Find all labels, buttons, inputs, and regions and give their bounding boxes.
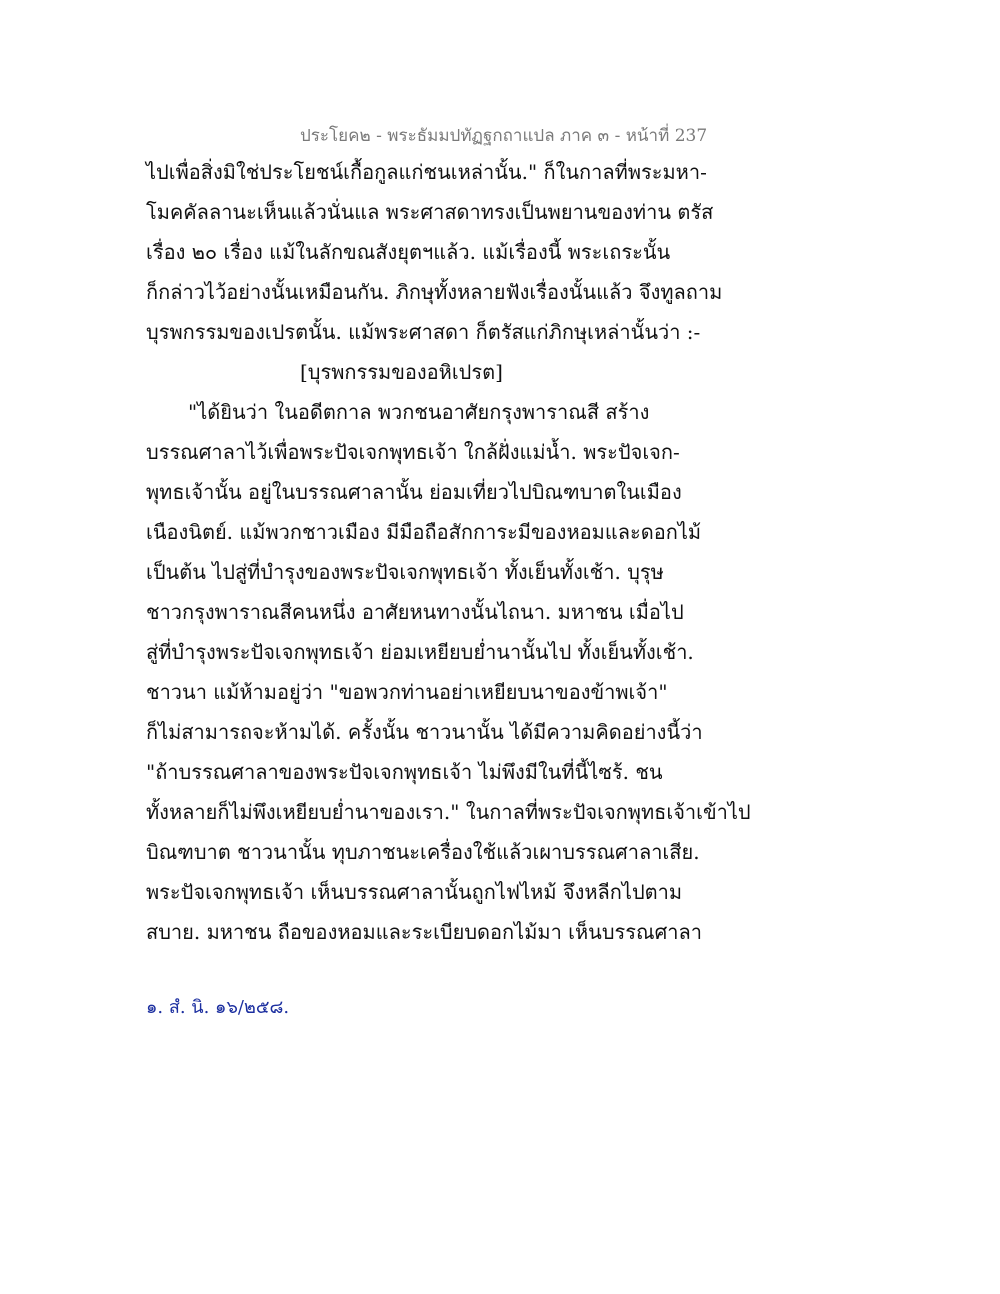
text-line: ไปเพื่อสิ่งมิใช่ประโยชน์เกื้อกูลแก่ชนเหล่านั้น." ก็ในกาลที่พระมหา- <box>146 160 707 184</box>
text-line: ทั้งหลายก็ไม่พึงเหยียบย่ำนาของเรา." ในกาลที่พระปัจเจกพุทธเจ้าเข้าไป <box>146 800 751 824</box>
text-line: "ถ้าบรรณศาลาของพระปัจเจกพุทธเจ้า ไม่พึงมีในที่นี้ไซร้. ชน <box>146 760 663 784</box>
text-line: "ได้ยินว่า ในอดีตกาล พวกชนอาศัยกรุงพาราณสี สร้าง <box>188 400 650 424</box>
text-line: สู่ที่บำรุงพระปัจเจกพุทธเจ้า ย่อมเหยียบย่ำนานั้นไป ทั้งเย็นทั้งเช้า. <box>146 640 694 664</box>
text-line: บรรณศาลาไว้เพื่อพระปัจเจกพุทธเจ้า ใกล้ฝั่งแม่น้ำ. พระปัจเจก- <box>146 440 680 464</box>
footnote: ๑. สํ. นิ. ๑๖/๒๕๘. <box>146 997 290 1018</box>
text-line: เรื่อง ๒๐ เรื่อง แม้ในลักขณสังยุตฯแล้ว. แม้เรื่องนี้ พระเถระนั้น <box>146 240 671 264</box>
text-line: พุทธเจ้านั้น อยู่ในบรรณศาลานั้น ย่อมเที่ยวไปบิณฑบาตในเมือง <box>146 480 682 504</box>
text-line: เนืองนิตย์. แม้พวกชาวเมือง มีมือถือสักการะมีของหอมและดอกไม้ <box>146 520 702 544</box>
text-line: บุรพกรรมของเปรตนั้น. แม้พระศาสดา ก็ตรัสแก่ภิกษุเหล่านั้นว่า :- <box>146 320 701 344</box>
text-line: เป็นต้น ไปสู่ที่บำรุงของพระปัจเจกพุทธเจ้า ทั้งเย็นทั้งเช้า. บุรุษ <box>146 560 664 584</box>
section-heading: [บุรพกรรมของอหิเปรต] <box>300 360 503 384</box>
text-line: สบาย. มหาชน ถือของหอมและระเบียบดอกไม้มา เห็นบรรณศาลา <box>146 920 702 944</box>
text-line: ก็ไม่สามารถจะห้ามได้. ครั้งนั้น ชาวนานั้น ได้มีความคิดอย่างนี้ว่า <box>146 720 703 744</box>
text-line: พระปัจเจกพุทธเจ้า เห็นบรรณศาลานั้นถูกไฟไหม้ จึงหลีกไปตาม <box>146 880 683 904</box>
text-line: ชาวกรุงพาราณสีคนหนึ่ง อาศัยหนทางนั้นไถนา. มหาชน เมื่อไป <box>146 600 684 624</box>
text-line: โมคคัลลานะเห็นแล้วนั่นแล พระศาสดาทรงเป็นพยานของท่าน ตรัส <box>146 200 714 224</box>
page-header: ประโยค๒ - พระธัมมปทัฏฐกถาแปล ภาค ๓ - หน้าที่ 237 <box>300 126 708 146</box>
text-line: ชาวนา แม้ห้ามอยู่ว่า "ขอพวกท่านอย่าเหยียบนาของข้าพเจ้า" <box>146 680 668 704</box>
body-text <box>146 152 751 952</box>
text-line: บิณฑบาต ชาวนานั้น ทุบภาชนะเครื่องใช้แล้วเผาบรรณศาลาเสีย. <box>146 840 700 864</box>
text-line: ก็กล่าวไว้อย่างนั้นเหมือนกัน. ภิกษุทั้งหลายฟังเรื่องนั้นแล้ว จึงทูลถาม <box>146 280 723 304</box>
